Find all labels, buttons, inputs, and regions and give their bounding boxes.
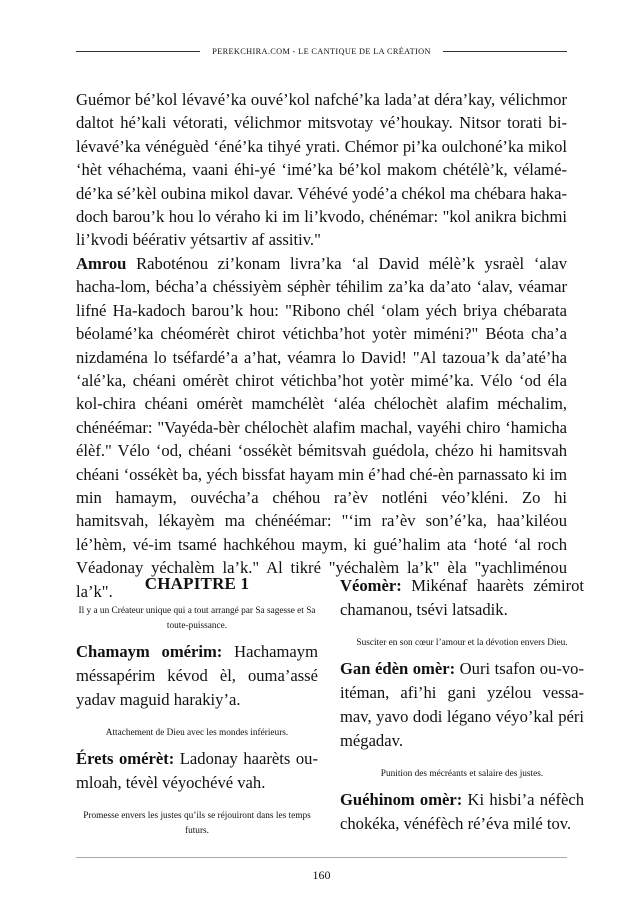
verse-text: Ouri tsafon ou-vo-itéman, afi’hi gani yzélou vessa-mav, yavo dodi légano véyo’kal péri mégadav. bbox=[340, 659, 585, 750]
intro-paragraph-2 bbox=[76, 252, 567, 603]
intro-paragraph-1 bbox=[76, 88, 567, 252]
paragraph-text: Guémor bé’kol lévavé’ka ouvé’kol nafché’ka lada’at déra’kay, vélichmor daltot hé’kali vétorati, vélichmor mitsvotay vé’houkay. Nitsor torati bi-lévavé’ka vénéguèd ‘éné’ka tihyé yrati. Chémor pi’ka oulchoné’ka mikol ‘hèt véhachéma, vaani éhi-yé ‘imé’ka bé’kol makom chétélè’k, vélamé-dé’ka sé’kèl oubina mikol davar. Véhévé yodé’a chékol ma chébara haka-doch barou’k hou lo véraho ki im li’kvodo, chénémar: "kol anikra bichmi li’kvodi béérativ yétsartiv af assitiv." bbox=[76, 90, 567, 250]
verse-note: Attachement de Dieu avec les mondes inférieurs. bbox=[105, 728, 289, 738]
header-rule-right bbox=[443, 51, 567, 52]
header-title: PEREKCHIRA.COM - LE CANTIQUE DE LA CRÉATION bbox=[212, 46, 431, 56]
verse-text: Hachamaym méssapérim kévod èl, ouma’assé yadav maguid harakiy’a. bbox=[76, 642, 318, 709]
verse-note: Punition des mécréants et salaire des justes. bbox=[380, 769, 544, 779]
verse bbox=[340, 574, 584, 622]
verse-speaker: Véomèr: bbox=[340, 576, 402, 595]
paragraph-body: Raboténou zi’konam livra’ka ‘al David mélè’k ysraèl ‘alav hacha-lom, bécha’a chéssiyèm séphèr téhilim za’ka da’ato ‘alav, véamar lifné Ha-kadoch barou’k hou: "Ribono chél ‘olam yéch briya chébarata béolamé’ka chéomérèt chirot vétichba’hot yotèr miméni?" Béota cha’a nizdaména lo tséfardé’a a’hat, véamra lo David! "Al tazoua’k da’até’ha ‘alé’ka, chéani omérèt chirot vétichba’hot yotèr mimé’ka. Vélo ‘od éla kol-chira chéani omérèt mamchélèt ‘aléa chélochèt alafim méchalim, chénéémar: "Vayéda-bèr chélochèt alafim machal, vayéhi chiro ‘hamicha élèf." Vélo ‘od, chéani ‘ossékèt bémitsvah guédola, chézo hi hamitsvah chéani ‘ossékèt ba, yéch bissfat hayam min é’had ché-èn parnassato ki im min hamaym, ouvécha’a chéhou ra’èv notléni véo’kléni. Zo hi hamitsvah, lékayèm ma chénéémar: "‘im ra’èv son’é’ka, haa’kiléou lé’hèm, vé-im tsamé hachkéhou maym, ki gué’halim ata ‘hoté ‘al roch Véadonay yéchalèm la’k." Al tikré "yéchalèm la’k" èla "yachliménou la’k". bbox=[76, 254, 567, 601]
paragraph-text bbox=[76, 252, 567, 603]
chapter-left-column bbox=[76, 574, 318, 845]
verse bbox=[76, 747, 318, 795]
verse-text: Ladonay haarèts ou-mloah, tévèl véyochévé vah. bbox=[76, 749, 318, 792]
verse-text: Ki hisbi’a néfèch chokéka, vénéfèch ré’éva milé tov. bbox=[340, 790, 584, 833]
running-header bbox=[76, 44, 567, 58]
footer-rule bbox=[76, 857, 567, 858]
paragraph-lead: Amrou bbox=[76, 254, 127, 273]
verse-text: Mikénaf haarèts zémirot chamanou, tsévi latsadik. bbox=[340, 576, 584, 619]
verse bbox=[76, 640, 318, 712]
chapter-title: CHAPITRE 1 bbox=[144, 574, 250, 593]
verse-speaker: Chamaym omérim: bbox=[76, 642, 223, 661]
verse bbox=[340, 788, 584, 836]
verse-speaker: Guéhinom omèr: bbox=[340, 790, 463, 809]
verse-note: Il y a un Créateur unique qui a tout arrangé par Sa sagesse et Sa toute-puissance. bbox=[78, 606, 316, 631]
verse-note: Susciter en son cœur l’amour et la dévotion envers Dieu. bbox=[356, 638, 568, 648]
page-number: 160 bbox=[312, 868, 331, 882]
verse-speaker: Gan édèn omèr: bbox=[340, 659, 456, 678]
verse bbox=[340, 657, 584, 753]
header-rule-left bbox=[76, 51, 200, 52]
verse-note: Promesse envers les justes qu’ils se réjouiront dans les temps futurs. bbox=[83, 811, 311, 836]
chapter-right-column bbox=[340, 574, 584, 850]
verse-speaker: Érets omérèt: bbox=[76, 749, 175, 768]
